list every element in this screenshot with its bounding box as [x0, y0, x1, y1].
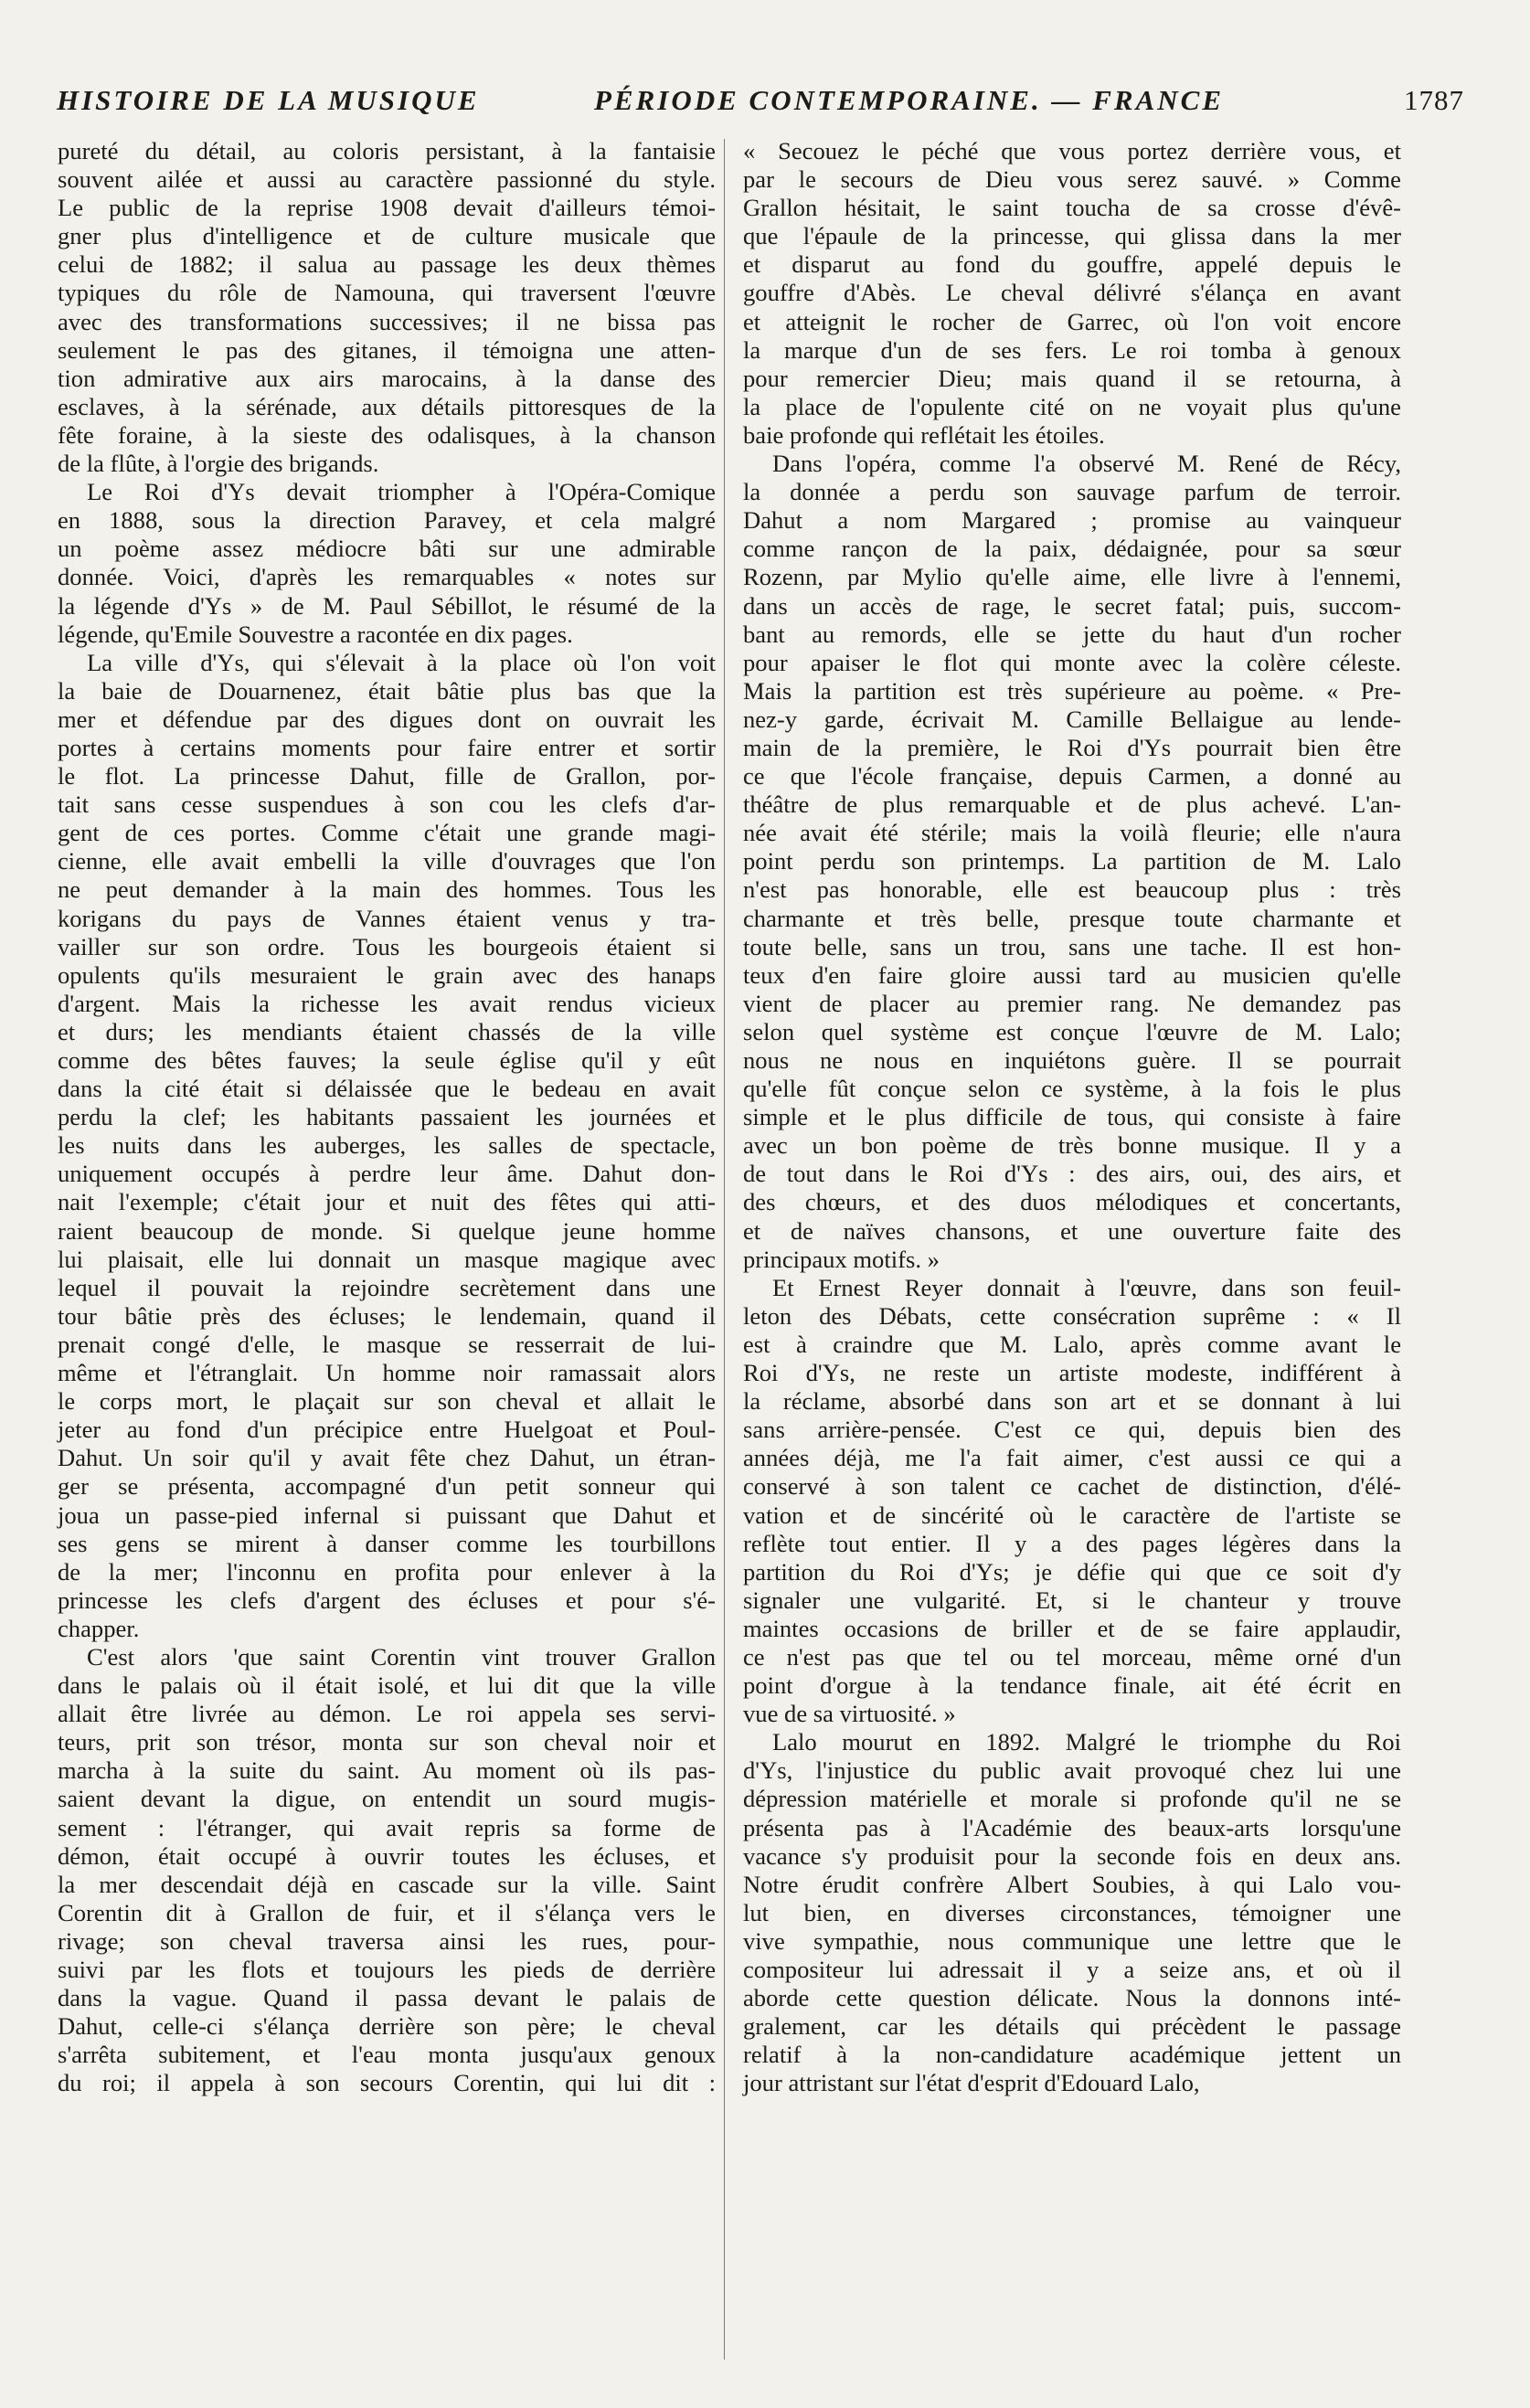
text-line: par le secours de Dieu vous serez sauvé. » Comme: [743, 165, 1401, 194]
text-line: teurs, prit son trésor, monta sur son cheval noir et: [58, 1728, 716, 1756]
text-line: ce que l'école française, depuis Carmen, a donné au: [743, 762, 1401, 790]
text-line: et atteignit le rocher de Garrec, où l'on voit encore: [743, 307, 1401, 335]
text-line: leton des Débats, cette consécration suprême : « Il: [743, 1301, 1401, 1330]
text-line: la réclame, absorbé dans son art et se donnant à lui: [743, 1387, 1401, 1416]
text-line: bant au remords, elle se jette du haut d'un rocher: [743, 620, 1401, 648]
text-line: la donnée a perdu son sauvage parfum de terroir.: [743, 478, 1401, 506]
text-line: souvent ailée et aussi au caractère passionné du style.: [58, 165, 716, 194]
text-line: maintes occasions de briller et de se faire applaudir,: [743, 1614, 1401, 1642]
text-line: Le Roi d'Ys devait triompher à l'Opéra-Comique: [87, 478, 716, 506]
text-line: légende, qu'Emile Souvestre a racontée en dix pages.: [58, 620, 573, 648]
text-line: fête foraine, à la sieste des odalisques, à la chanson: [58, 420, 716, 449]
text-line: Roi d'Ys, ne reste un artiste modeste, indifférent à: [743, 1359, 1401, 1387]
text-line: gouffre d'Abès. Le cheval délivré s'élança en avant: [743, 279, 1401, 307]
text-line: Rozenn, par Mylio qu'elle aime, elle livre à l'ennemi,: [743, 563, 1401, 591]
text-line: Dahut, celle-ci s'élança derrière son père; le cheval: [58, 2012, 716, 2041]
text-line: vailler sur son ordre. Tous les bourgeois étaient si: [58, 932, 716, 960]
text-line: raient beaucoup de monde. Si quelque jeune homme: [58, 1216, 716, 1245]
text-line: jeter au fond d'un précipice entre Huelgoat et Poul-: [58, 1416, 716, 1444]
text-line: sement : l'étranger, qui avait repris sa forme de: [58, 1813, 716, 1841]
text-line: suivi par les flots et toujours les pieds de derrière: [58, 1956, 716, 1983]
text-line: signaler une vulgarité. Et, si le chanteur y trouve: [743, 1586, 1401, 1614]
text-line: lequel il pouvait la rejoindre secrètement dans une: [58, 1273, 716, 1301]
text-line: un poème assez médiocre bâti sur une admirable: [58, 535, 716, 563]
text-line: d'argent. Mais la richesse les avait rendus vicieux: [58, 989, 716, 1017]
text-line: nous ne nous en inquiétons guère. Il se pourrait: [743, 1046, 1401, 1074]
text-line: typiques du rôle de Namouna, qui traversent l'œuvre: [58, 279, 716, 307]
text-line: baie profonde qui reflétait les étoiles.: [743, 420, 1105, 449]
text-line: dépression matérielle et morale si profonde qu'il ne se: [743, 1785, 1401, 1813]
text-line: dans la cité était si délaissée que le bedeau en avait: [58, 1075, 716, 1103]
text-line: celui de 1882; il salua au passage les deux thèmes: [58, 250, 716, 279]
text-line: comme des bêtes fauves; la seule église qu'il y eût: [58, 1046, 716, 1074]
text-line: donnée. Voici, d'après les remarquables « notes sur: [58, 563, 716, 591]
text-line: ce n'est pas que tel ou tel morceau, même orné d'un: [743, 1642, 1401, 1671]
text-line: portes à certains moments pour faire entrer et sortir: [58, 733, 716, 761]
text-line: dans un accès de rage, le secret fatal; puis, succom-: [743, 591, 1401, 620]
text-line: Dahut. Un soir qu'il y avait fête chez Dahut, un étran-: [58, 1444, 716, 1472]
text-line: relatif à la non-candidature académique jettent un: [743, 2041, 1401, 2069]
text-line: ne peut demander à la main des hommes. Tous les: [58, 875, 716, 904]
text-line: et disparut au fond du gouffre, appelé depuis le: [743, 250, 1401, 279]
text-line: est à craindre que M. Lalo, après comme avant le: [743, 1330, 1401, 1358]
text-line: vue de sa virtuosité. »: [743, 1700, 956, 1728]
text-line: comme rançon de la paix, dédaignée, pour sa sœur: [743, 535, 1401, 563]
text-line: les nuits dans les auberges, les salles de spectacle,: [58, 1131, 716, 1160]
text-line: années déjà, me l'a fait aimer, c'est aussi ce qui a: [743, 1444, 1401, 1472]
text-line: du roi; il appela à son secours Corentin, qui lui dit :: [58, 2069, 716, 2097]
text-line: s'arrêta subitement, et l'eau monta jusqu'aux genoux: [58, 2041, 716, 2069]
text-line: Corentin dit à Grallon de fuir, et il s'élança vers le: [58, 1898, 716, 1926]
text-line: d'Ys, l'injustice du public avait provoqué chez lui une: [743, 1756, 1401, 1785]
text-line: point perdu son printemps. La partition de M. Lalo: [743, 847, 1401, 875]
text-line: main de la première, le Roi d'Ys pourrait bien être: [743, 733, 1401, 761]
text-line: Et Ernest Reyer donnait à l'œuvre, dans son feuil-: [772, 1273, 1401, 1301]
text-line: reflète tout entier. Il y a des pages légères dans la: [743, 1529, 1401, 1557]
text-line: joua un passe-pied infernal si puissant que Dahut et: [58, 1501, 716, 1529]
text-line: gner plus d'intelligence et de culture musicale que: [58, 222, 716, 250]
running-header: [57, 84, 1464, 124]
text-line: des chœurs, et des duos mélodiques et concertants,: [743, 1188, 1401, 1216]
text-line: vient de placer au premier rang. Ne demandez pas: [743, 989, 1401, 1017]
text-line: Lalo mourut en 1892. Malgré le triomphe du Roi: [772, 1728, 1401, 1756]
text-line: de tout dans le Roi d'Ys : des airs, oui, des airs, et: [743, 1160, 1401, 1188]
text-line: rivage; son cheval traversa ainsi les rues, pour-: [58, 1926, 716, 1955]
text-line: Dans l'opéra, comme l'a observé M. René de Récy,: [772, 450, 1401, 478]
text-line: tour bâtie près des écluses; le lendemain, quand il: [58, 1301, 716, 1330]
text-line: princesse les clefs d'argent des écluses et pour s'é-: [58, 1586, 716, 1614]
text-line: perdu la clef; les habitants passaient les journées et: [58, 1103, 716, 1131]
text-line: aborde cette question délicate. Nous la donnons inté-: [743, 1984, 1401, 2012]
page-number: 1787: [1404, 84, 1464, 116]
text-line: tait sans cesse suspendues à son cou les clefs d'ar-: [58, 790, 716, 819]
text-line: gralement, car les détails qui précèdent le passage: [743, 2012, 1401, 2041]
text-line: la marque d'un de ses fers. Le roi tomba à genoux: [743, 335, 1401, 364]
text-line: teux d'en faire gloire aussi tard au musicien qu'elle: [743, 960, 1401, 989]
text-line: esclaves, à la sérénade, aux détails pittoresques de la: [58, 392, 716, 420]
text-line: vation et de sincérité où le caractère de l'artiste se: [743, 1501, 1401, 1529]
text-line: le corps mort, le plaçait sur son cheval et allait le: [58, 1387, 716, 1416]
text-line: uniquement occupés à perdre leur âme. Dahut don-: [58, 1160, 716, 1188]
text-line: partition du Roi d'Ys; je défie qui que ce soit d'y: [743, 1557, 1401, 1586]
text-line: cienne, elle avait embelli la ville d'ouvrages que l'on: [58, 847, 716, 875]
text-line: de la mer; l'inconnu en profita pour enlever à la: [58, 1557, 716, 1586]
text-line: avec un bon poème de très bonne musique. Il y a: [743, 1131, 1401, 1160]
text-line: qu'elle fût conçue selon ce système, à la fois le plus: [743, 1075, 1401, 1103]
text-line: née avait été stérile; mais la voilà fleurie; elle n'aura: [743, 819, 1401, 847]
text-line: Grallon hésitait, le saint toucha de sa crosse d'évê-: [743, 194, 1401, 222]
text-line: toute belle, sans un trou, sans une tache. Il est hon-: [743, 932, 1401, 960]
text-line: en 1888, sous la direction Paravey, et cela malgré: [58, 506, 716, 535]
text-line: La ville d'Ys, qui s'élevait à la place où l'on voit: [87, 648, 716, 676]
text-line: la mer descendait déjà en cascade sur la ville. Saint: [58, 1870, 716, 1898]
left-text-column: [58, 137, 716, 2097]
text-line: que l'épaule de la princesse, qui glissa dans la mer: [743, 222, 1401, 250]
text-line: dans le palais où il était isolé, et lui dit que la ville: [58, 1671, 716, 1700]
text-line: la légende d'Ys » de M. Paul Sébillot, le résumé de la: [58, 591, 716, 620]
text-line: ger se présenta, accompagné d'un petit sonneur qui: [58, 1472, 716, 1501]
text-line: avec des transformations successives; il ne bissa pas: [58, 307, 716, 335]
text-line: théâtre de plus remarquable et de plus achevé. L'an-: [743, 790, 1401, 819]
text-line: pureté du détail, au coloris persistant, à la fantaisie: [58, 137, 716, 164]
text-line: korigans du pays de Vannes étaient venus y tra-: [58, 904, 716, 932]
text-line: le flot. La princesse Dahut, fille de Grallon, por-: [58, 762, 716, 790]
text-line: principaux motifs. »: [743, 1245, 940, 1273]
column-divider: [724, 139, 725, 2360]
text-line: lut bien, en diverses circonstances, témoigner une: [743, 1898, 1401, 1926]
text-line: nait l'exemple; c'était jour et nuit des fêtes qui atti-: [58, 1188, 716, 1216]
text-line: et de naïves chansons, et une ouverture faite des: [743, 1216, 1401, 1245]
text-line: charmante et très belle, presque toute charmante et: [743, 904, 1401, 932]
text-line: et durs; les mendiants étaient chassés de la ville: [58, 1017, 716, 1045]
right-text-column: [743, 137, 1401, 2097]
text-line: tion admirative aux airs marocains, à la danse des: [58, 364, 716, 392]
text-line: compositeur lui adressait il y a seize ans, et où il: [743, 1956, 1401, 1983]
text-line: saient devant la digue, on entendit un sourd mugis-: [58, 1785, 716, 1813]
text-line: de la flûte, à l'orgie des brigands.: [58, 450, 379, 478]
text-line: présenta pas à l'Académie des beaux-arts lorsqu'une: [743, 1813, 1401, 1841]
text-line: gent de ces portes. Comme c'était une grande magi-: [58, 819, 716, 847]
text-line: marcha à la suite du saint. Au moment où ils pas-: [58, 1756, 716, 1785]
text-line: Le public de la reprise 1908 devait d'ailleurs témoi-: [58, 194, 716, 222]
text-line: point d'orgue à la tendance finale, ait été écrit en: [743, 1671, 1401, 1700]
text-line: seulement le pas des gitanes, il témoigna une atten-: [58, 335, 716, 364]
text-line: la place de l'opulente cité on ne voyait plus qu'une: [743, 392, 1401, 420]
text-line: conservé à son talent ce cachet de distinction, d'élé-: [743, 1472, 1401, 1501]
text-line: pour remercier Dieu; mais quand il se retourna, à: [743, 364, 1401, 392]
text-line: la baie de Douarnenez, était bâtie plus bas que la: [58, 676, 716, 705]
text-line: Mais la partition est très supérieure au poème. « Pre-: [743, 676, 1401, 705]
text-line: sans arrière-pensée. C'est ce qui, depuis bien des: [743, 1416, 1401, 1444]
text-line: lui plaisait, elle lui donnait un masque magique avec: [58, 1245, 716, 1273]
text-line: dans la vague. Quand il passa devant le palais de: [58, 1984, 716, 2012]
text-line: vacance s'y produisit pour la seconde fois en deux ans.: [743, 1841, 1401, 1870]
text-line: prenait congé d'elle, le masque se resserrait de lui-: [58, 1330, 716, 1358]
text-line: vive sympathie, nous communique une lettre que le: [743, 1926, 1401, 1955]
header-section-title: PÉRIODE CONTEMPORAINE. — FRANCE: [594, 84, 1225, 116]
text-line: Dahut a nom Margared ; promise au vainqueur: [743, 506, 1401, 535]
text-line: n'est pas honorable, elle est beaucoup plus : très: [743, 875, 1401, 904]
text-line: mer et défendue par des digues dont on ouvrait les: [58, 705, 716, 733]
text-line: allait être livrée au démon. Le roi appela ses servi-: [58, 1700, 716, 1728]
text-line: jour attristant sur l'état d'esprit d'Edouard Lalo,: [743, 2069, 1200, 2097]
text-line: selon quel système est conçue l'œuvre de M. Lalo;: [743, 1017, 1401, 1045]
text-line: même et l'étranglait. Un homme noir ramassait alors: [58, 1359, 716, 1387]
text-line: pour apaiser le flot qui monte avec la colère céleste.: [743, 648, 1401, 676]
text-line: « Secouez le péché que vous portez derrière vous, et: [743, 137, 1401, 164]
text-line: opulents qu'ils mesuraient le grain avec des hanaps: [58, 960, 716, 989]
text-line: chapper.: [58, 1614, 140, 1642]
text-line: simple et le plus difficile de tous, qui consiste à faire: [743, 1103, 1401, 1131]
text-line: nez-y garde, écrivait M. Camille Bellaigue au lende-: [743, 705, 1401, 733]
text-line: ses gens se mirent à danser comme les tourbillons: [58, 1529, 716, 1557]
header-left-title: HISTOIRE DE LA MUSIQUE: [57, 84, 480, 116]
text-line: démon, était occupé à ouvrir toutes les écluses, et: [58, 1841, 716, 1870]
text-line: Notre érudit confrère Albert Soubies, à qui Lalo vou-: [743, 1870, 1401, 1898]
text-line: C'est alors 'que saint Corentin vint trouver Grallon: [87, 1642, 716, 1671]
